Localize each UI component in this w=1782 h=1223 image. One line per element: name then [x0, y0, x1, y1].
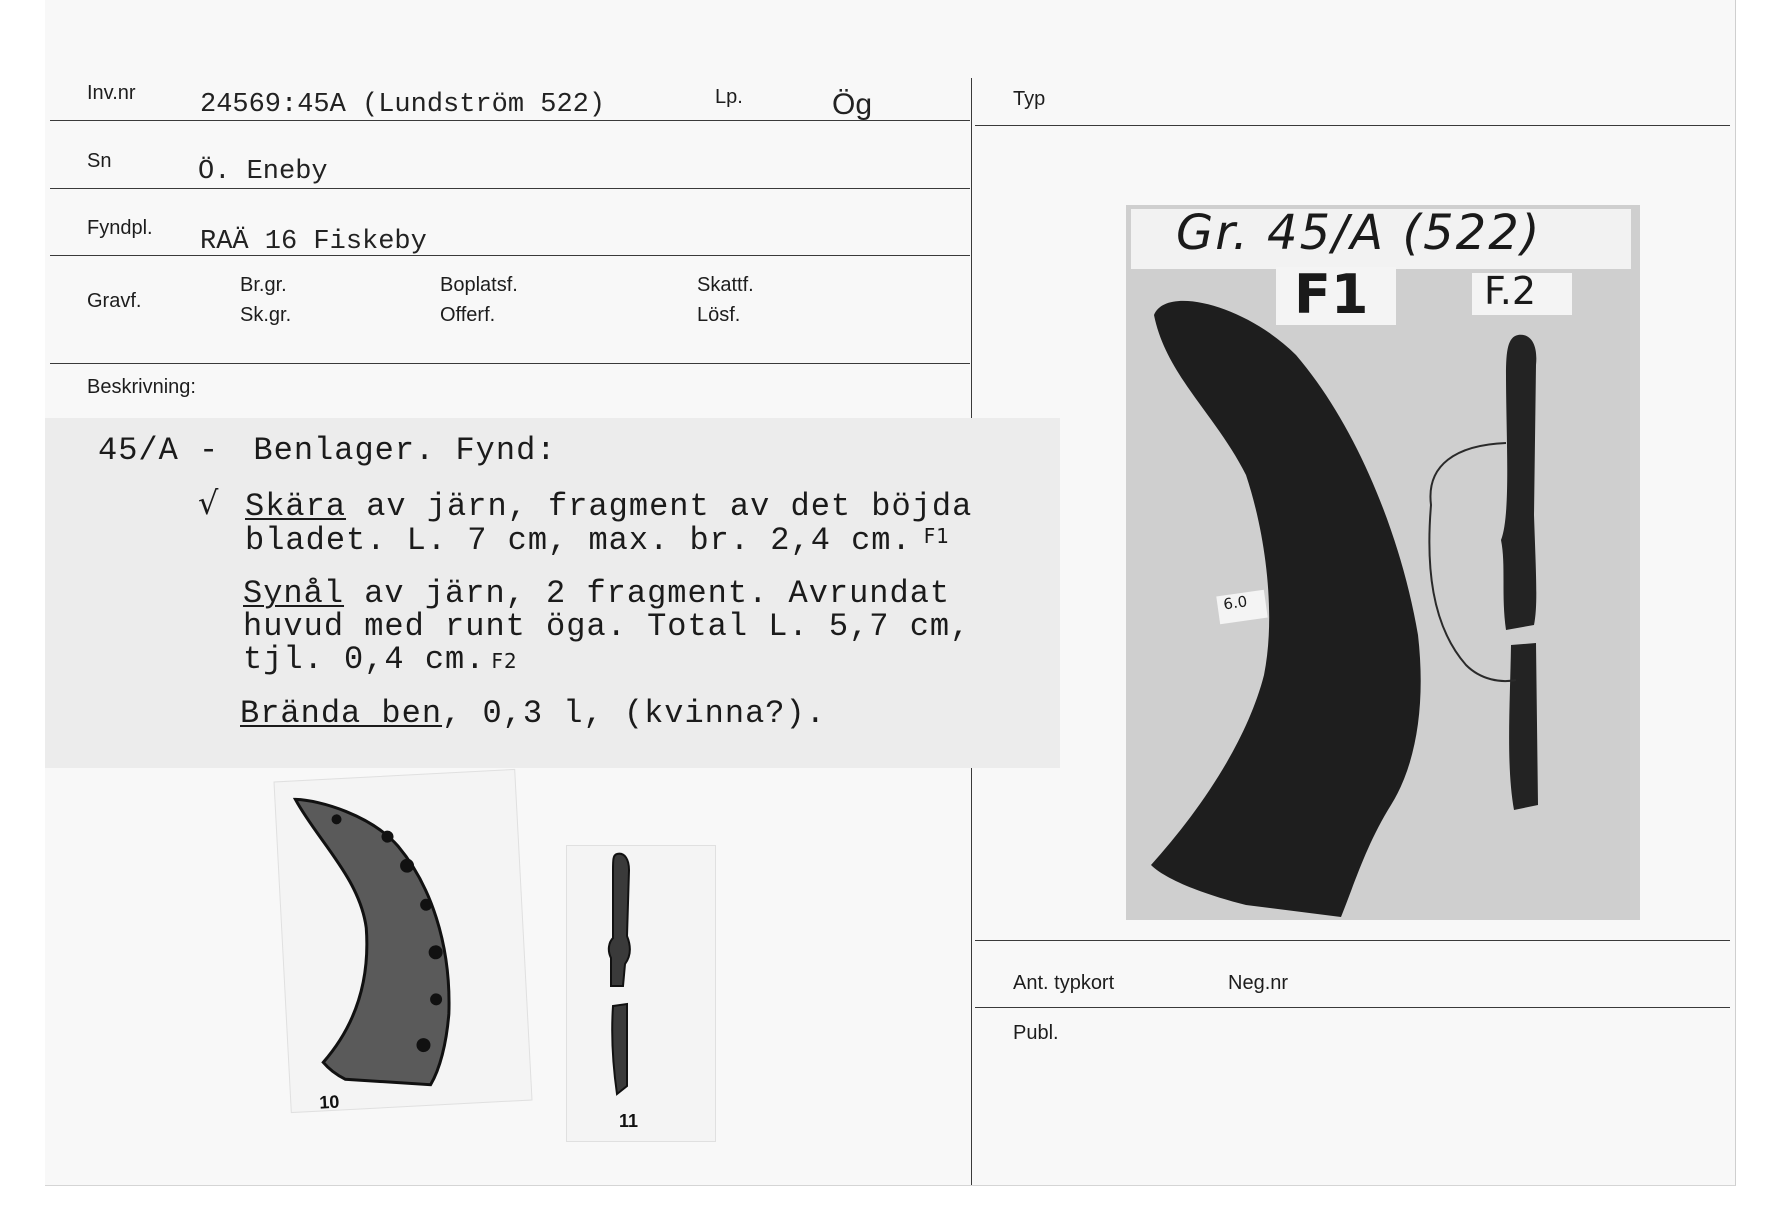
photo-finds-illustration	[1126, 205, 1640, 920]
photo-header: Gr. 45/A (522)	[1176, 205, 1542, 261]
brgr-label: Br.gr.	[240, 274, 287, 296]
skattf-label: Skattf.	[697, 274, 754, 296]
rule-fyndpl	[50, 255, 970, 256]
description-grave-ref: 45/A -	[98, 432, 220, 469]
check-mark: √	[198, 484, 219, 522]
item2-line1	[243, 575, 950, 612]
item1-line2	[245, 522, 950, 559]
wire-loop-photo	[1429, 443, 1516, 681]
inv-label: Inv.nr	[87, 82, 136, 104]
lp-value: Ög	[832, 88, 873, 121]
publ-label: Publ.	[1013, 1022, 1059, 1044]
rule-typ	[975, 125, 1730, 126]
skgr-label: Sk.gr.	[240, 304, 292, 326]
item2-line3	[243, 641, 518, 678]
typ-label: Typ	[1013, 88, 1046, 110]
item3-line	[240, 695, 826, 732]
needle-drawing	[567, 846, 715, 1141]
rule-ant-top	[975, 940, 1730, 941]
item3-name: Brända ben	[240, 695, 443, 732]
figure-10-number: 10	[318, 1091, 340, 1113]
drawing-sickle-cutout	[273, 769, 532, 1113]
sn-value: Ö. Eneby	[198, 157, 328, 187]
item1-handwritten-note: F1	[923, 524, 950, 548]
photo-label-f1: F1	[1294, 263, 1369, 326]
description-heading	[98, 432, 556, 469]
needle-lower-photo	[1509, 643, 1538, 810]
beskrivning-label: Beskrivning:	[87, 376, 196, 398]
photo-label-f2: F.2	[1484, 269, 1537, 313]
fyndpl-label: Fyndpl.	[87, 217, 153, 239]
item2-line2: huvud med runt öga. Total L. 5,7 cm,	[243, 608, 971, 645]
offerf-label: Offerf.	[440, 304, 496, 326]
item3-text: , 0,3 l, (kvinna?).	[442, 695, 826, 732]
losf-label: Lösf.	[697, 304, 741, 326]
item1-measurements: bladet. L. 7 cm, max. br. 2,4 cm.	[245, 522, 912, 559]
rule-sn	[50, 188, 970, 189]
item1-line1	[245, 488, 972, 525]
lp-label: Lp.	[715, 86, 743, 108]
finds-photograph	[1126, 205, 1640, 920]
item2-text: av järn, 2 fragment. Avrundat	[344, 575, 951, 612]
inv-value: 24569:45A (Lundström 522)	[200, 90, 606, 120]
sn-label: Sn	[87, 150, 112, 172]
item1-name: Skära	[245, 488, 347, 525]
figure-11-number: 11	[619, 1111, 639, 1131]
sickle-drawing	[275, 770, 532, 1112]
item2-handwritten-note: F2	[491, 649, 518, 673]
drawing-needle-cutout	[566, 845, 716, 1142]
gravf-label: Gravf.	[87, 290, 142, 312]
boplatsf-label: Boplatsf.	[440, 274, 518, 296]
rule-gravf	[50, 363, 970, 364]
negnr-label: Neg.nr	[1228, 972, 1289, 994]
needle-upper-photo	[1501, 335, 1536, 630]
rule-ant-bottom	[975, 1007, 1730, 1008]
sickle-fragment-photo	[1151, 301, 1421, 917]
fyndpl-value: RAÄ 16 Fiskeby	[200, 227, 427, 257]
item1-text: av järn, fragment av det böjda	[346, 488, 973, 525]
ant-typkort-label: Ant. typkort	[1013, 972, 1115, 994]
photo-side-tag-text: 6.0	[1222, 592, 1249, 614]
description-heading-text: Benlager. Fynd:	[253, 432, 557, 469]
item2-measurements: tjl. 0,4 cm.	[243, 641, 486, 678]
item2-name: Synål	[243, 575, 345, 612]
